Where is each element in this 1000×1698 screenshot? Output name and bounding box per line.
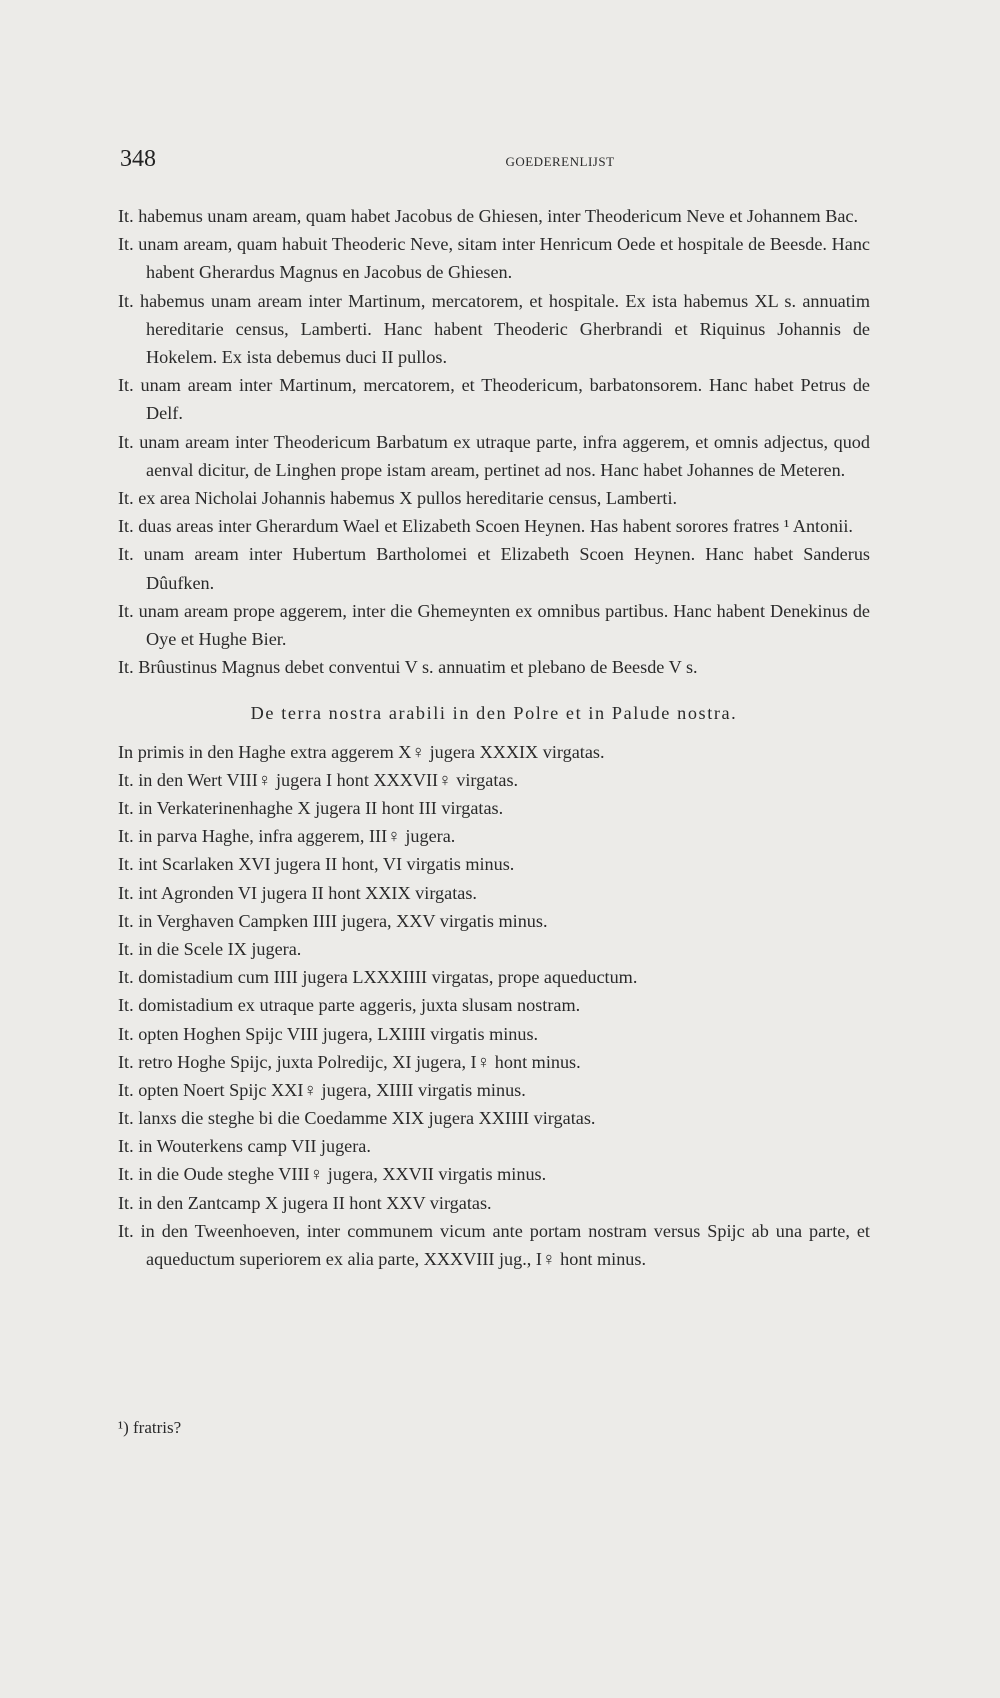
- entry-paragraph: It. unam aream inter Hubertum Bartholomei et Elizabeth Scoen Heynen. Hanc habet Sanderus Dûufken.: [118, 544, 870, 593]
- list-item: It. in den Wert VIII♀ jugera I hont XXXVII♀ virgatas.: [118, 769, 519, 790]
- entry-paragraph: It. unam aream inter Martinum, mercatorem, et Theodericum, barbatonsorem. Hanc habet Petrus de Delf.: [118, 375, 870, 424]
- list-item: It. in die Scele IX jugera.: [118, 938, 302, 959]
- page-header: [120, 146, 872, 176]
- footnote: ¹) fratris?: [118, 1418, 182, 1437]
- entry-paragraph: It. unam aream, quam habuit Theoderic Neve, sitam inter Henricum Oede et hospitale de Beesde. Hanc habent Gherardus Magnus en Jacobus de Ghiesen.: [118, 234, 870, 283]
- list-item: It. in die Oude steghe VIII♀ jugera, XXVII virgatis minus.: [118, 1164, 547, 1185]
- list-item: It. in Verghaven Campken IIII jugera, XXV virgatis minus.: [118, 910, 548, 931]
- list-item: It. opten Hoghen Spijc VIII jugera, LXIIII virgatis minus.: [118, 1023, 539, 1044]
- entry-paragraph: It. duas areas inter Gherardum Wael et Elizabeth Scoen Heynen. Has habent sorores fratres ¹ Antonii.: [118, 516, 853, 537]
- list-item: It. opten Noert Spijc XXI♀ jugera, XIIII virgatis minus.: [118, 1079, 526, 1100]
- section-heading: De terra nostra arabili in den Polre et in Palude nostra.: [250, 703, 738, 724]
- entry-paragraph: It. Brûustinus Magnus debet conventui V s. annuatim et plebano de Beesde V s.: [118, 657, 698, 678]
- list-item: It. in Verkaterinenhaghe X jugera II hont III virgatas.: [118, 798, 504, 819]
- list-item: It. domistadium ex utraque parte aggeris, juxta slusam nostram.: [118, 995, 581, 1016]
- list-item: It. in Wouterkens camp VII jugera.: [118, 1136, 371, 1157]
- entry-paragraph: It. ex area Nicholai Johannis habemus X pullos hereditarie census, Lamberti.: [118, 488, 678, 509]
- running-title: GOEDERENLIJST: [505, 154, 615, 169]
- body-text: [118, 202, 870, 1273]
- entry-paragraph: It. habemus unam aream inter Martinum, mercatorem, et hospitale. Ex ista habemus XL s. annuatim hereditarie census, Lamberti. Hanc habent Theoderic Gherbrandi et Riquinus Johannis de Hokelem. Ex ista debemus duci II pullos.: [118, 290, 870, 368]
- list-item: In primis in den Haghe extra aggerem X♀ jugera XXXIX virgatas.: [118, 741, 605, 762]
- list-item: It. retro Hoghe Spijc, juxta Polredijc, XI jugera, I♀ hont minus.: [118, 1051, 581, 1072]
- list-item: It. domistadium cum IIII jugera LXXXIIII virgatas, prope aqueductum.: [118, 967, 638, 988]
- list-item: It. in den Zantcamp X jugera II hont XXV virgatas.: [118, 1192, 492, 1213]
- land-list: [118, 738, 870, 1217]
- entry-paragraph: It. unam aream inter Theodericum Barbatum ex utraque parte, infra aggerem, et omnis adjectus, quod aenval dicitur, de Linghen prope istam aream, pertinet ad nos. Hanc habet Johannes de Meteren.: [118, 431, 870, 480]
- page-number: 348: [120, 146, 156, 172]
- entry-paragraph: It. unam aream prope aggerem, inter die Ghemeynten ex omnibus partibus. Hanc habent Denekinus de Oye et Hughe Bier.: [118, 600, 870, 650]
- list-item: It. int Agronden VI jugera II hont XXIX virgatas.: [118, 882, 477, 903]
- list-item: It. lanxs die steghe bi die Coedamme XIX jugera XXIIII virgatas.: [118, 1108, 596, 1129]
- list-item: It. int Scarlaken XVI jugera II hont, VI virgatis minus.: [118, 854, 515, 875]
- entry-paragraph: It. in den Tweenhoeven, inter communem vicum ante portam nostram versus Spijc ab una parte, et aqueductum superiorem ex alia parte, XXXVIII jug., I♀ hont minus.: [118, 1220, 870, 1270]
- entry-paragraph: It. habemus unam aream, quam habet Jacobus de Ghiesen, inter Theodericum Neve et Johannem Bac.: [118, 206, 859, 226]
- list-item: It. in parva Haghe, infra aggerem, III♀ jugera.: [118, 826, 456, 847]
